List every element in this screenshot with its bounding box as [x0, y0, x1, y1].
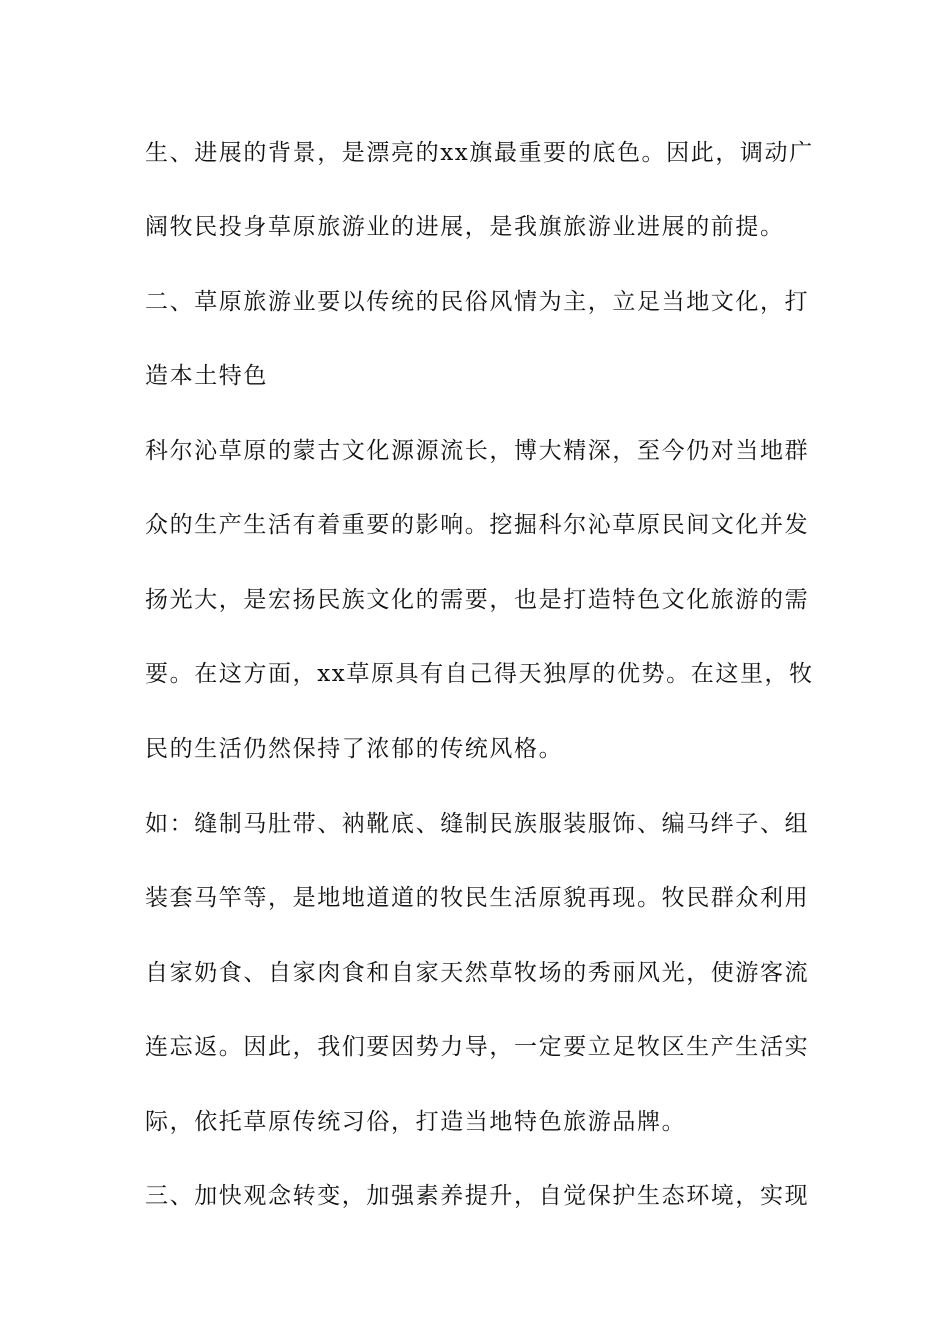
text-line: 要。在这方面，xx草原具有自己得天独厚的优势。在这里，牧: [145, 661, 814, 687]
text-line: 自家奶食、自家肉食和自家天然草牧场的秀丽风光，使游客流: [145, 960, 810, 986]
text-line: 扬光大，是宏扬民族文化的需要，也是打造特色文化旅游的需: [145, 587, 810, 613]
text-line: 阔牧民投身草原旅游业的进展，是我旗旅游业进展的前提。: [145, 214, 785, 240]
text-line: 如：缝制马肚带、衲靴底、缝制民族服装服饰、编马绊子、组: [145, 811, 810, 837]
text-line: 科尔沁草原的蒙古文化源源流长，博大精深，至今仍对当地群: [145, 438, 810, 464]
text-line: 装套马竿等，是地地道道的牧民生活原貌再现。牧民群众利用: [145, 885, 810, 911]
text-line: 连忘返。因此，我们要因势力导，一定要立足牧区生产生活实: [145, 1034, 810, 1060]
text-line: 众的生产生活有着重要的影响。挖掘科尔沁草原民间文化并发: [145, 512, 810, 538]
text-line: 民的生活仍然保持了浓郁的传统风格。: [145, 736, 564, 762]
section-heading-line: 二、草原旅游业要以传统的民俗风情为主，立足当地文化，打: [145, 289, 810, 315]
section-heading-line: 造本土特色: [145, 363, 268, 389]
text-line: 际，依托草原传统习俗，打造当地特色旅游品牌。: [145, 1109, 687, 1135]
section-heading-line: 三、加快观念转变，加强素养提升，自觉保护生态环境，实现: [145, 1183, 810, 1209]
text-line: 生、进展的背景，是漂亮的xx旗最重要的底色。因此，调动广: [145, 140, 814, 166]
